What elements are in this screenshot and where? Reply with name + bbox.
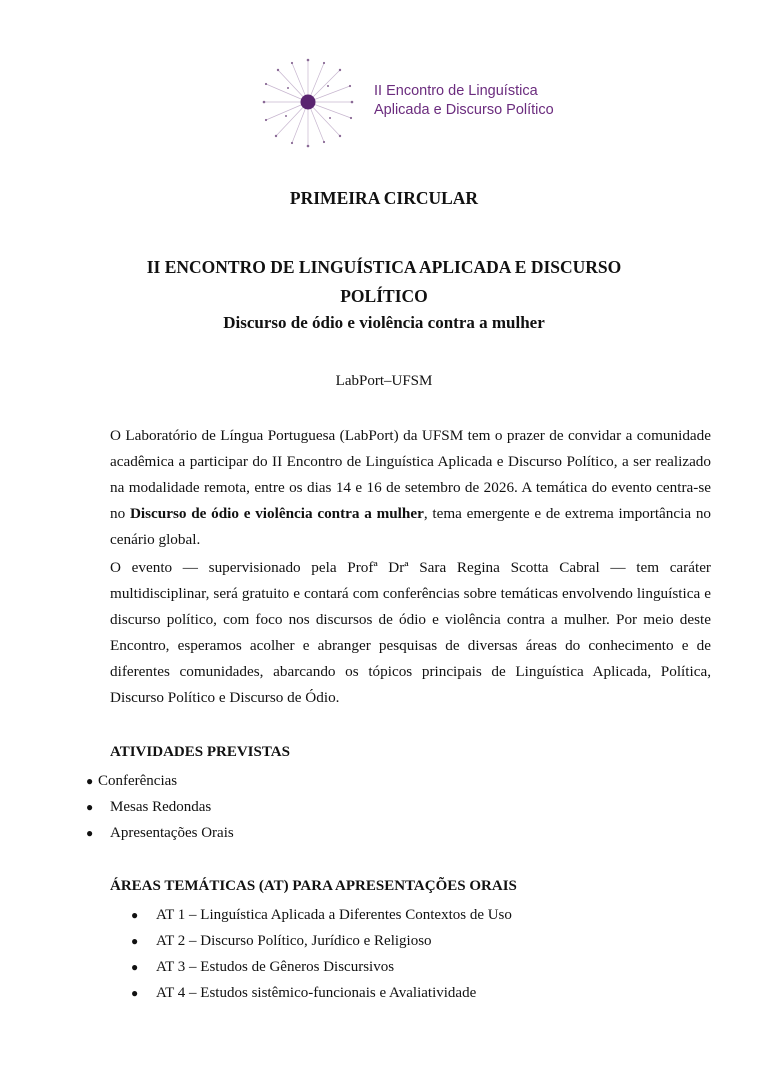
bullet-icon: ●: [86, 826, 94, 840]
logo-line-1: II Encontro de Linguística: [374, 83, 538, 99]
event-subtitle: Discurso de ódio e violência contra a mulher: [223, 313, 545, 332]
intro-bold-theme: Discurso de ódio e violência contra a mulher: [129, 505, 424, 522]
bullet-icon: ●: [131, 986, 139, 1000]
lab-name: LabPort–UFSM: [335, 373, 433, 389]
activities-heading: ATIVIDADES PREVISTAS: [110, 744, 290, 760]
intro-text-start: O Laboratório de Língua Portuguesa (LabPort) da UFSM tem o prazer de convidar a comunidade acadêmica a participar do II Encontro de Linguística Aplicada e Discurso Político, a ser realizado na modalidade remota, entre os dias 14 e 16 de setembro de 2026. A temática do evento centra-se no: [110, 427, 711, 522]
bullet-icon: ●: [131, 934, 139, 948]
bullet-icon: ●: [86, 774, 94, 788]
intro-paragraph: [110, 423, 711, 553]
circular-title: PRIMEIRA CIRCULAR: [289, 188, 479, 208]
intro-text-end: , tema emergente e de extrema importância no cenário global.: [110, 505, 712, 548]
logo-text: [374, 82, 554, 120]
bullet-icon: ●: [131, 960, 139, 974]
logo-line-2: Aplicada e Discurso Político: [374, 102, 554, 118]
bullet-icon: ●: [131, 908, 139, 922]
event-title: II ENCONTRO DE LINGUÍSTICA APLICADA E DISCURSO POLÍTICO: [146, 257, 622, 306]
thematic-areas-heading: ÁREAS TEMÁTICAS (AT) PARA APRESENTAÇÕES ORAIS: [110, 878, 517, 894]
event-logo-icon: [258, 58, 358, 150]
event-description-paragraph: O evento — supervisionado pela Profª Drª Sara Regina Scotta Cabral — tem caráter multidisciplinar, será gratuito e contará com conferências sobre temáticas envolvendo linguística e discurso político, com foco nos discursos de ódio e violência contra a mulher. Por meio deste Encontro, esperamos acolher e abranger pesquisas de diversas áreas do conhecimento e de diferentes comunidades, abarcando os tópicos principais de Linguística Aplicada, Política, Discurso Político e Discurso de Ódio.: [110, 559, 711, 706]
bullet-icon: ●: [86, 800, 94, 814]
